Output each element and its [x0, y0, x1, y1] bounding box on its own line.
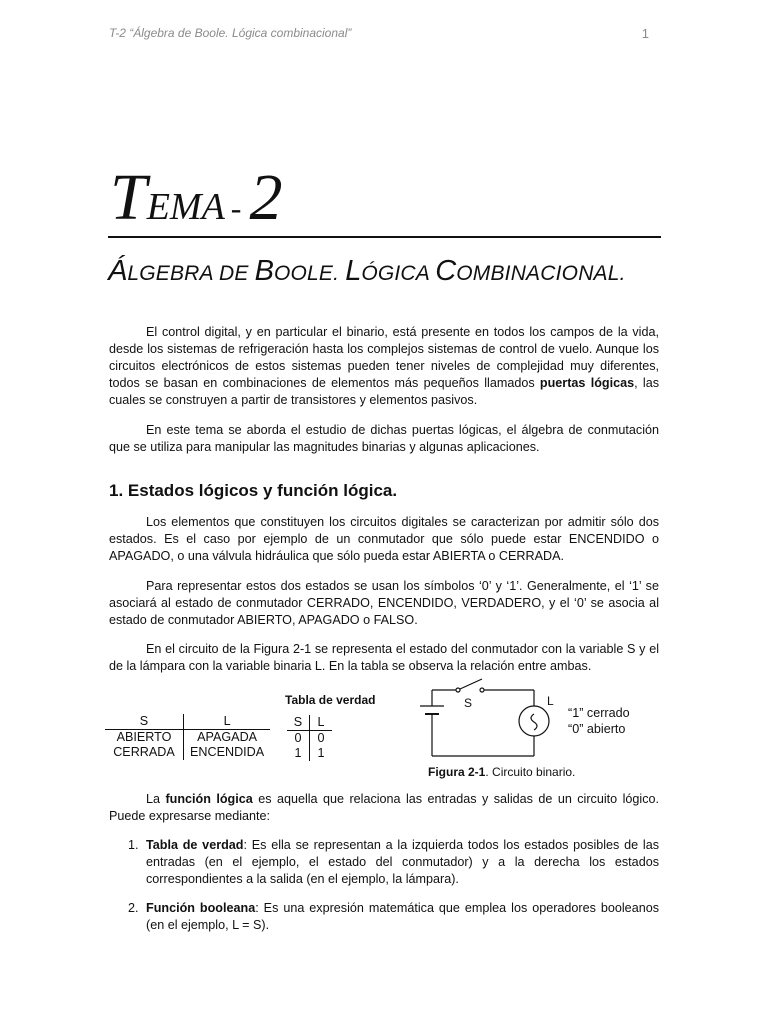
binary-circuit-diagram: [416, 676, 556, 764]
section-paragraph-1: Los elementos que constituyen los circuitos digitales se caracterizan por admitir sólo dos estados. Es el caso por ejemplo de un conmutador que sólo puede estar ENCENDIDO o APAGADO, o una válvula hidráulica que sólo pueda estar ABIERTA o CERRADA.: [109, 515, 659, 563]
state-table: [105, 714, 270, 760]
running-title: T-2 “Álgebra de Boole. Lógica combinacional”: [109, 26, 352, 40]
tema-dash: -: [230, 190, 242, 226]
table-cell: 0: [294, 731, 302, 745]
truth-table-caption: Tabla de verdad: [285, 693, 376, 707]
subtitle-cap-l: L: [345, 255, 362, 287]
table-row: [287, 731, 332, 747]
section-heading: 1. Estados lógicos y función lógica.: [109, 481, 398, 500]
legend-closed: “1” cerrado: [568, 706, 630, 720]
switch-label: S: [464, 696, 473, 710]
table-row: [287, 746, 332, 761]
figure-caption: [428, 765, 575, 779]
page-number: 1: [641, 26, 649, 41]
subtitle-word-boole: OOLE.: [273, 262, 346, 285]
table-cell: ENCENDIDA: [184, 745, 271, 760]
running-header: [109, 26, 649, 44]
list-item-text: : Es una expresión matemática que emplea los operadores booleanos (en el ejemplo, L = S).: [146, 901, 659, 932]
section-paragraph-3: En el circuito de la Figura 2-1 se representa el estado del conmutador con la variable S y el de la lámpara con la variable binaria L. En la tabla se observa la relación entre ambas.: [109, 642, 659, 673]
truth-table-header-s: S: [287, 715, 310, 731]
state-table-header-l: L: [184, 714, 271, 730]
switch-lever-icon: [460, 679, 482, 689]
table-cell: 1: [310, 746, 333, 761]
tema-initial: T: [110, 161, 147, 234]
figure-caption-label: Figura 2-1: [428, 765, 486, 779]
section-paragraph-2: Para representar estos dos estados se usan los símbolos ‘0’ y ‘1’. Generalmente, el ‘1’ se asociará al estado de conmutador CERRADO, ENCENDIDO, VERDADERO, y el ‘0’ se asocia al estado de conmutador ABIERTO, APAGADO o FALSO.: [109, 579, 659, 627]
table-cell: CERRADA: [113, 745, 175, 759]
logic-function-bold: función lógica: [165, 792, 253, 806]
table-row: [105, 745, 270, 760]
table-row: [105, 730, 270, 746]
subtitle-word-logica: ÓGICA: [361, 262, 436, 285]
switch-contact-icon: [456, 688, 460, 692]
state-table-header-s: S: [105, 714, 184, 730]
figure-caption-text: . Circuito binario.: [485, 765, 576, 779]
subtitle-cap-a: Á: [108, 255, 128, 287]
subtitle-word-combinacional: OMBINACIONAL.: [456, 262, 626, 285]
intro-paragraph-2: En este tema se aborda el estudio de dichas puertas lógicas, el álgebra de conmutación que se utiliza para manipular las magnitudes binarias y algunas aplicaciones.: [109, 423, 659, 454]
list-item-number: 1.: [128, 838, 139, 852]
table-cell: APAGADA: [184, 730, 271, 746]
lamp-filament-icon: [531, 714, 537, 730]
legend-open: “0” abierto: [568, 722, 626, 736]
list-item-term: Tabla de verdad: [146, 838, 244, 852]
tema-rest: EMA: [146, 186, 225, 228]
tema-number: 2: [249, 161, 283, 234]
subtitle-cap-c: C: [435, 255, 457, 287]
subtitle-word-algebra: LGEBRA DE: [127, 262, 255, 285]
table-cell: 1: [294, 746, 302, 760]
title-rule: [108, 236, 661, 238]
list-item: [109, 900, 659, 934]
lamp-icon: [519, 706, 549, 736]
definition-list: [109, 837, 659, 888]
truth-table-header-l: L: [310, 715, 333, 731]
list-item: [109, 837, 659, 888]
chapter-subtitle: [108, 255, 626, 288]
truth-table: [287, 715, 332, 761]
lamp-label: L: [547, 694, 554, 708]
list-item-text: : Es ella se representan a la izquierda todos los estados posibles de las entradas (en el ejemplo, el estado del conmutador) y a la derecha los estados correspondientes a la salida (en el ejemplo, la lámpara).: [146, 838, 659, 886]
logic-function-paragraph: La función lógica es aquella que relaciona las entradas y salidas de un circuito lógico. Puede expresarse mediante:: [109, 792, 659, 823]
subtitle-cap-b: B: [254, 255, 274, 287]
table-cell: ABIERTO: [116, 730, 172, 744]
chapter-title: [110, 160, 282, 240]
intro-p1-bold: puertas lógicas: [539, 376, 635, 390]
switch-contact-icon: [480, 688, 484, 692]
list-item-number: 2.: [128, 901, 139, 915]
table-cell: 0: [310, 731, 333, 747]
list-item-term: Función booleana: [146, 901, 256, 915]
intro-p1-text-b: , las cuales se construyen a partir de transistores y elementos pasivos.: [109, 376, 659, 407]
intro-p1-text-a: El control digital, y en particular el binario, está presente en todos los campos de la vida, desde los sistemas de refrigeración hasta los complejos sistemas de control de vuelo. Aunque los circuitos electrónicos de estos sistemas pueden tener niveles de complejidad muy diferentes, todos se basan en combinaciones de elementos más pequeños llamados: [109, 325, 659, 390]
intro-paragraph-1: [109, 324, 659, 409]
definition-list-2: [109, 900, 659, 934]
